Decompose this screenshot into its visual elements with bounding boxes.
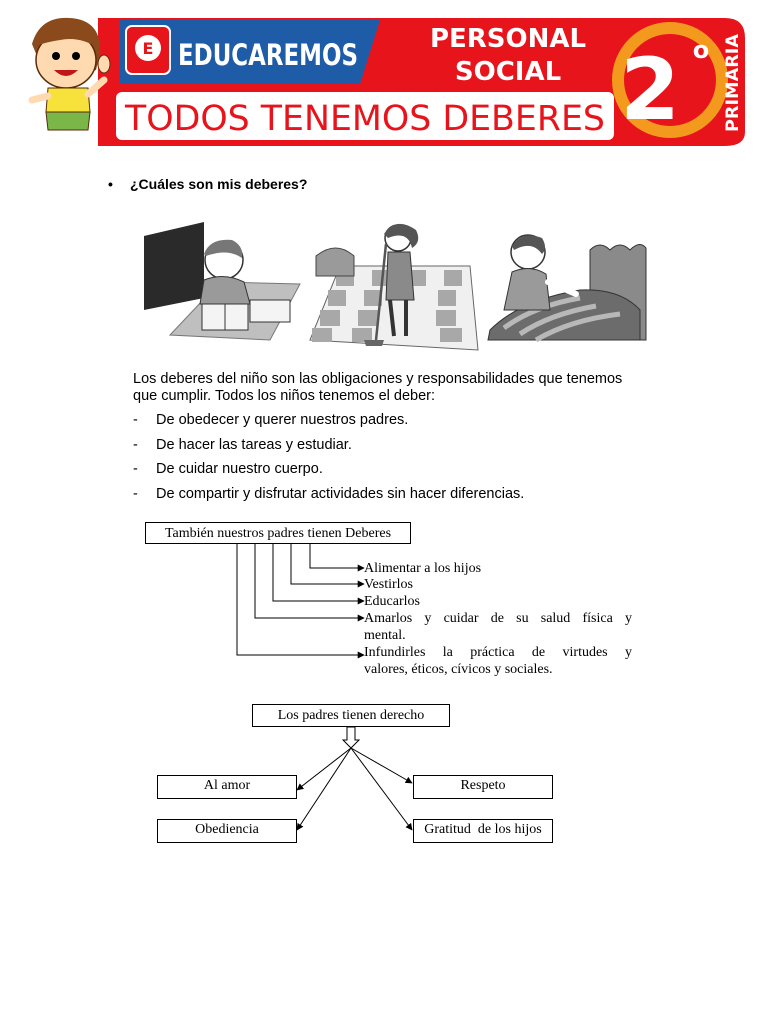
grade-number: 2 <box>620 40 680 140</box>
dash-marker: - <box>133 412 138 428</box>
parents-rights-box: Los padres tienen derecho <box>252 704 450 727</box>
right-box-respeto: Respeto <box>413 775 553 799</box>
duty-text: De compartir y disfrutar actividades sin hacer diferencias. <box>156 485 525 502</box>
arrow-to-obediencia <box>297 748 351 830</box>
duty-text: De hacer las tareas y estudiar. <box>156 436 352 453</box>
arrow-to-respeto <box>351 748 412 783</box>
level-label: PRIMARIA <box>723 37 743 132</box>
duty-text: De obedecer y querer nuestros padres. <box>156 412 409 428</box>
bullet-icon: • <box>108 176 113 192</box>
right-box-gratitud: Gratitud de los hijos <box>413 819 553 843</box>
parents-duties-box: También nuestros padres tienen Deberes <box>145 522 411 544</box>
duty-item-cont: mental. <box>364 628 406 643</box>
down-arrow-icon <box>343 727 359 748</box>
duty-item: Educarlos <box>364 594 420 609</box>
brand-name: EDUCAREMOS <box>178 38 358 72</box>
page-title: TODOS TENEMOS DEBERES <box>124 99 606 139</box>
right-box-obediencia: Obediencia <box>157 819 297 843</box>
intro-line-1: Los deberes del niño son las obligaciones y responsabilidades que tenemos <box>133 371 623 387</box>
grade-ordinal: o <box>692 36 710 64</box>
brand-logo-letter: E <box>142 39 154 58</box>
dash-marker: - <box>133 485 138 502</box>
dash-marker: - <box>133 461 138 477</box>
subject-line1: PERSONAL <box>429 24 587 54</box>
dash-marker: - <box>133 436 138 453</box>
duty-item: Infundirles la práctica de virtudes y <box>364 645 632 660</box>
duty-item: Vestirlos <box>364 577 413 592</box>
right-box-amor: Al amor <box>157 775 297 799</box>
duty-item: Alimentar a los hijos <box>364 561 482 576</box>
arrow-to-amor <box>297 748 351 790</box>
subject-line2: SOCIAL <box>454 57 562 87</box>
duty-text: De cuidar nuestro cuerpo. <box>156 461 323 477</box>
intro-line-2: que cumplir. Todos los niños tenemos el deber: <box>133 388 435 404</box>
duty-item: Amarlos y cuidar de su salud física y <box>364 611 632 626</box>
question-text: ¿Cuáles son mis deberes? <box>130 176 308 192</box>
duty-item-cont: valores, éticos, cívicos y sociales. <box>364 662 553 677</box>
arrow-to-gratitud <box>351 748 412 830</box>
